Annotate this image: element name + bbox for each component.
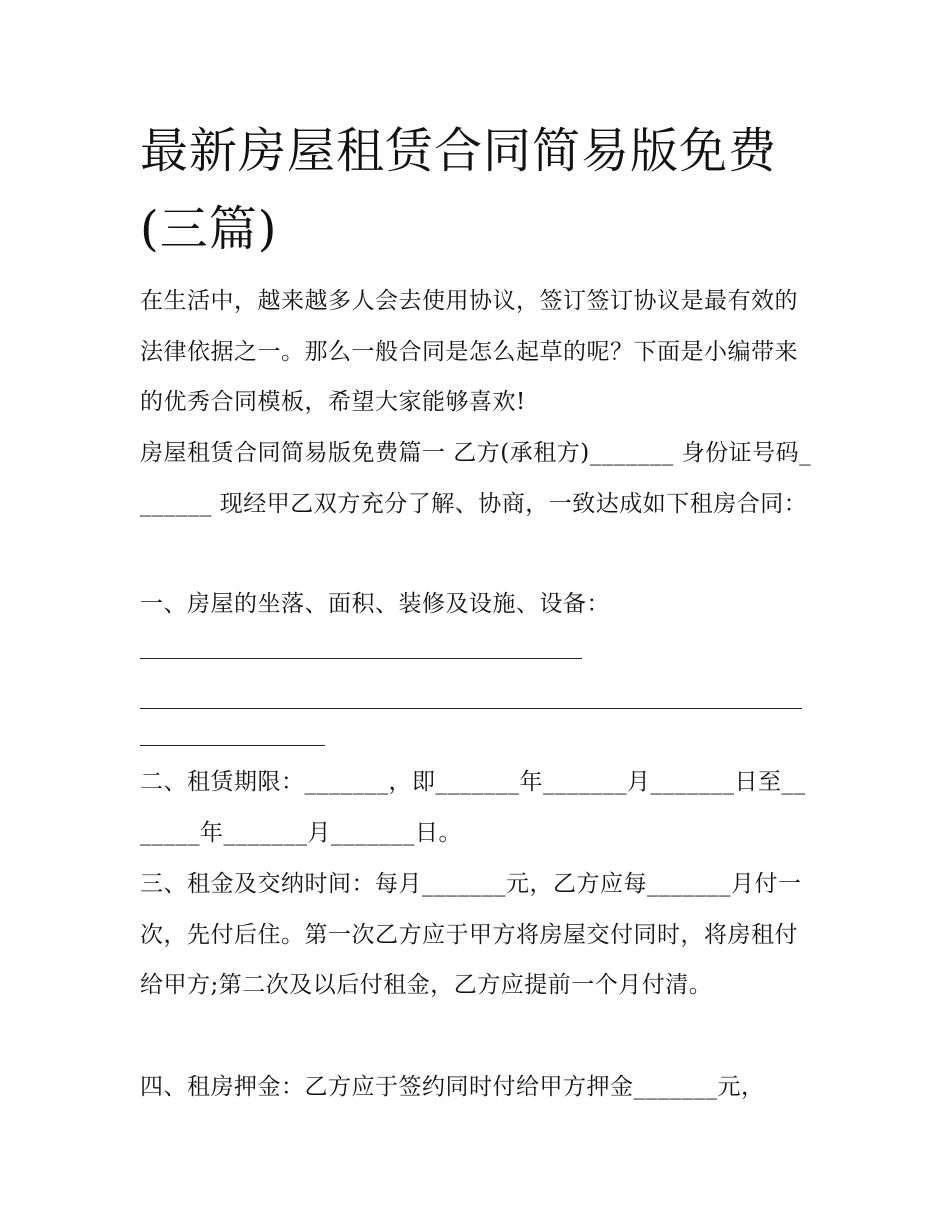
fill-in-blank-line xyxy=(140,708,802,709)
intro-paragraph: 在生活中，越来越多人会去使用协议，签订签订协议是最有效的法律依据之一。那么一般合同是怎么起草的呢？下面是小编带来的优秀合同模板，希望大家能够喜欢! xyxy=(140,288,798,415)
document-title: 最新房屋租赁合同简易版免费(三篇) xyxy=(140,123,778,257)
section-1-heading: 一、房屋的坐落、面积、装修及设施、设备： xyxy=(140,591,610,617)
fill-in-blank-line xyxy=(140,745,325,746)
section-3-rent-payment: 三、租金及交纳时间：每月_______元，乙方应每_______月付一次，先付后住。第一次乙方应于甲方将房屋交付同时，将房租付给甲方;第二次及以后付租金，乙方应提前一个月付清。 xyxy=(140,871,802,998)
section-2-lease-term: 二、租赁期限：_______，即_______年_______月_______日至_______年_______月_______日。 xyxy=(140,769,806,846)
contract-opening-paragraph: 房屋租赁合同简易版免费篇一 乙方(承租方)_______ 身份证号码_______ 现经甲乙双方充分了解、协商，一致达成如下租房合同： xyxy=(140,440,812,517)
section-4-deposit: 四、租房押金：乙方应于签约同时付给甲方押金_______元， xyxy=(140,1074,765,1100)
fill-in-blank-line xyxy=(140,658,582,659)
